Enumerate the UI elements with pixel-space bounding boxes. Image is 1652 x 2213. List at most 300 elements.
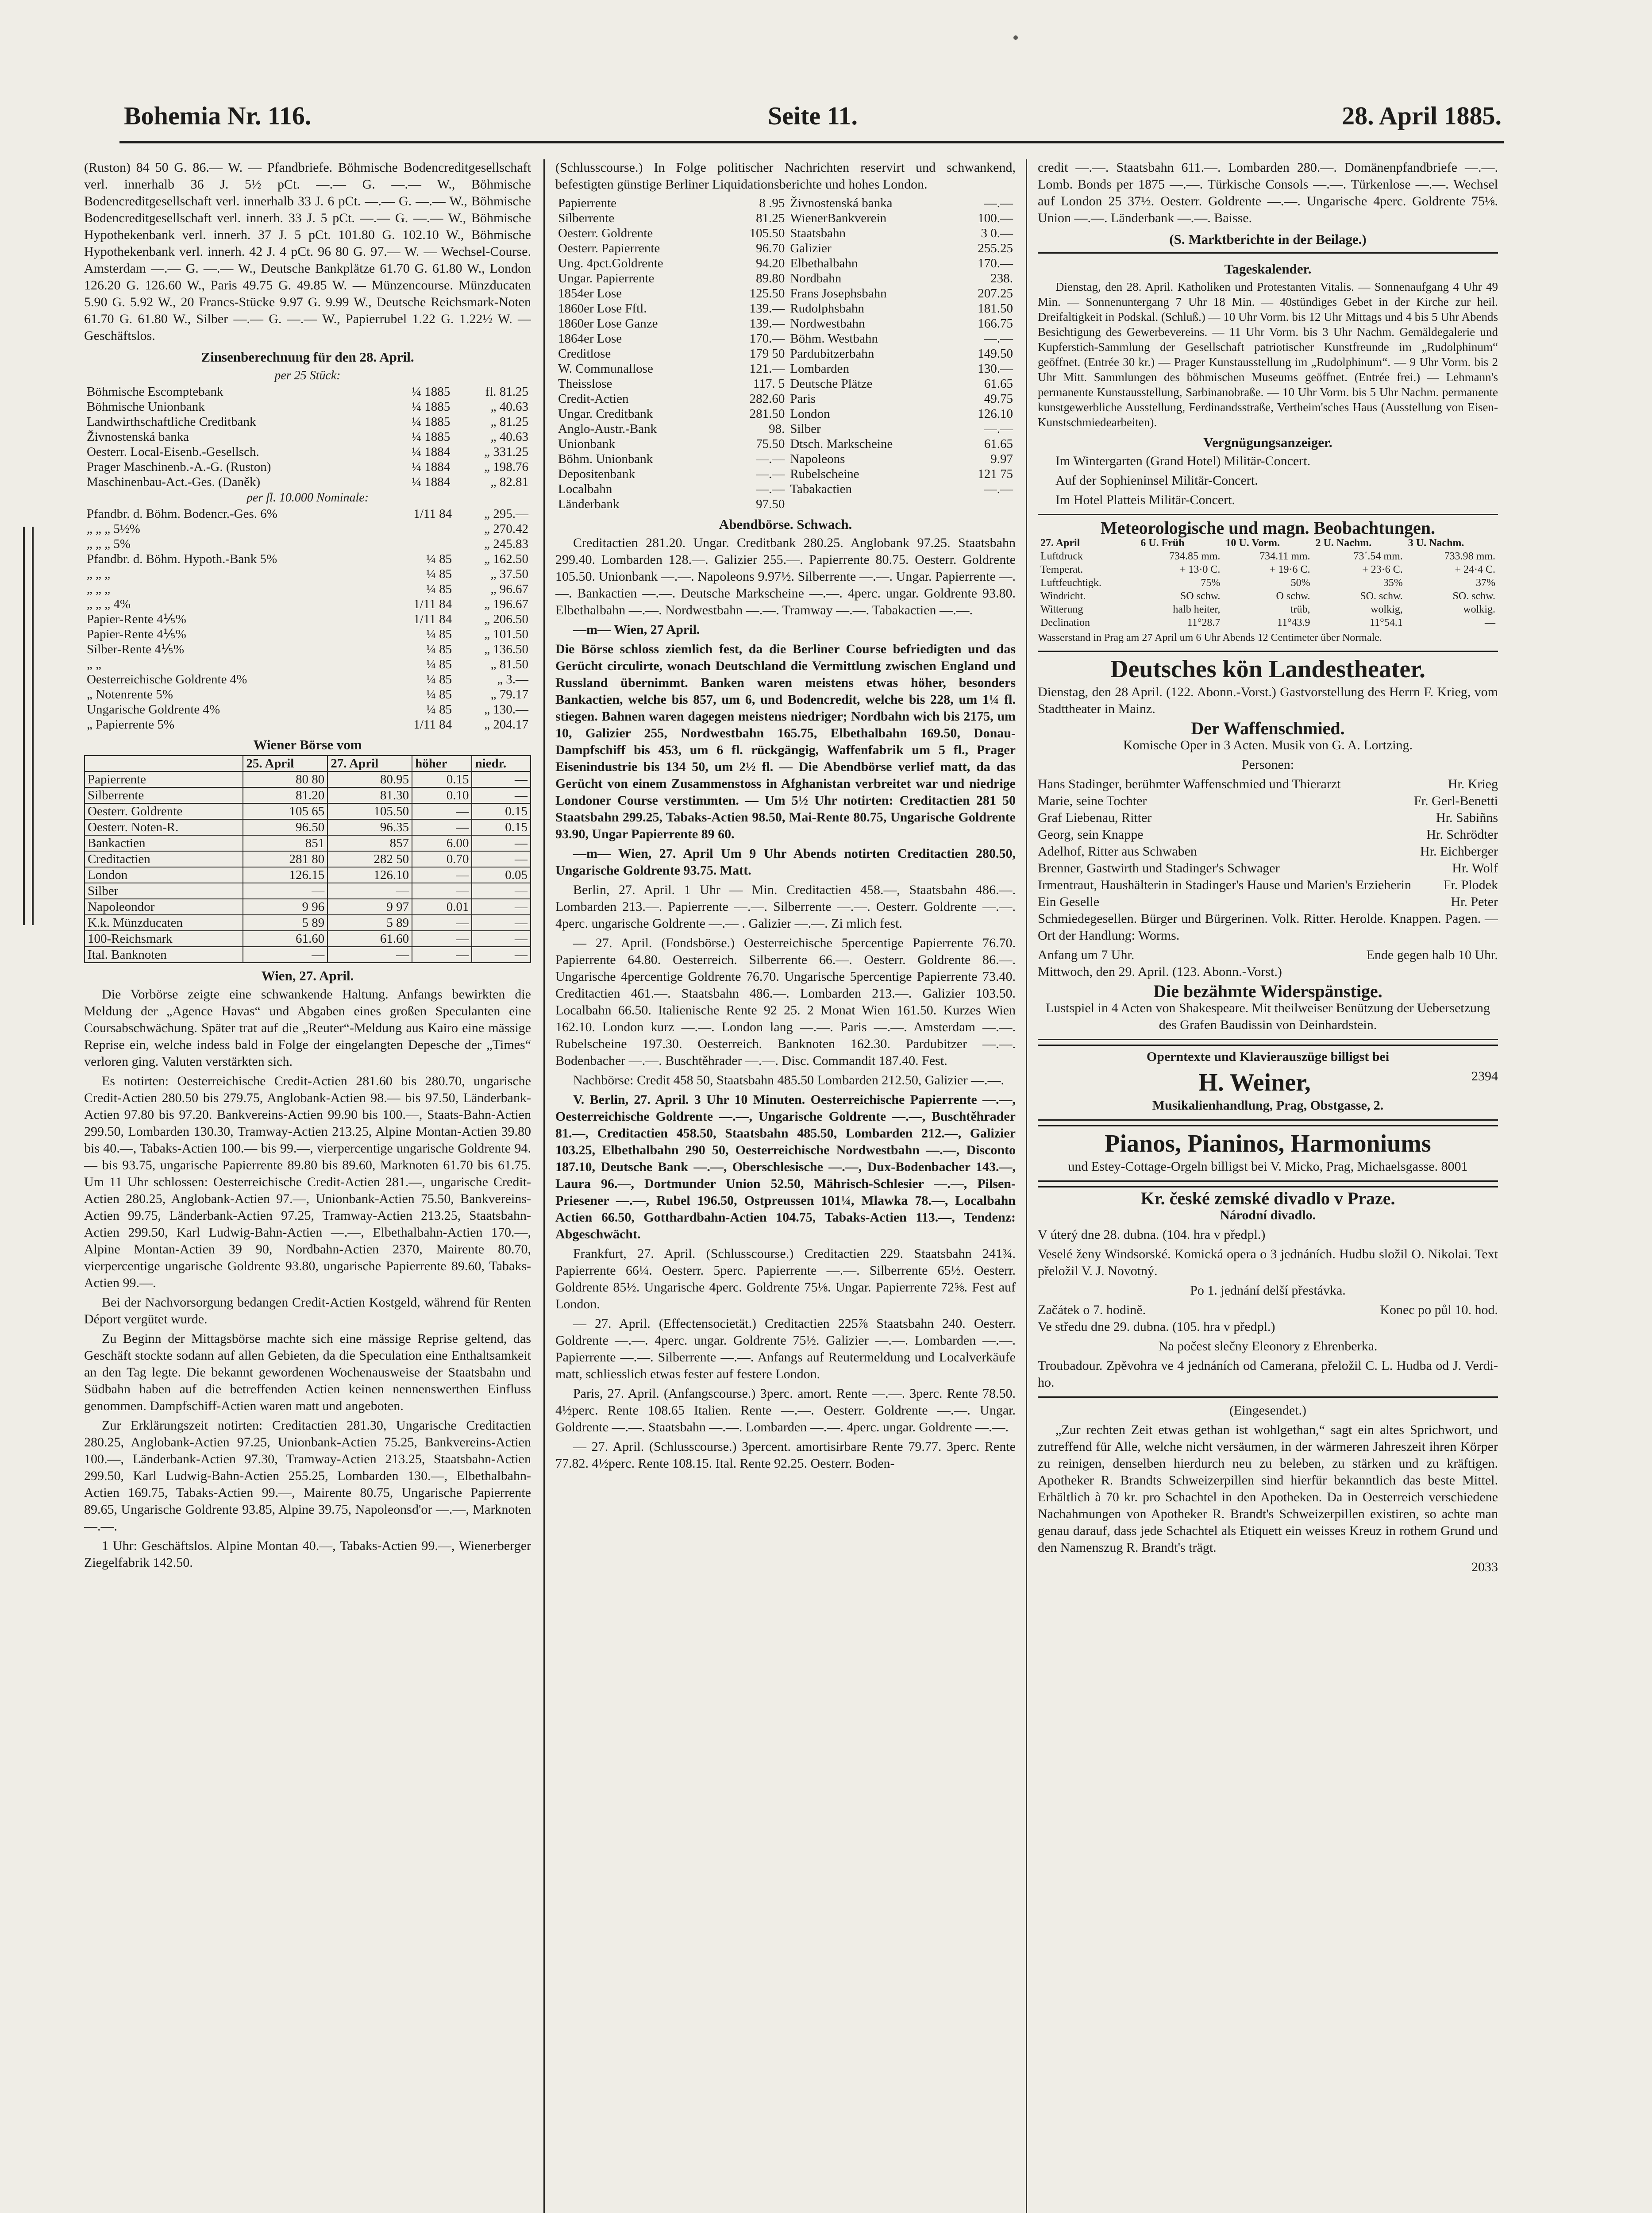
column-header: niedr. <box>472 756 531 771</box>
interest-row <box>84 521 531 536</box>
meteorology-table <box>1038 536 1498 629</box>
table-cell: 11°28.7 <box>1187 617 1221 628</box>
vienna-report-p1: Die Vorbörse zeigte eine schwankende Haltung. Anfangs bewirkten die Meldung der „Agence Havas“ und Abgaben eines großen Speculanten eine Coursabschwächung. Später trat auf die „Reuter“-Meldung aus Kairo eine mässige Reprise ein, welche indess bald in Folge der eingelangten Depesche der „Times“ verloren ging. Valuten verstärkten sich. <box>84 987 531 1069</box>
table-cell: 61.60 <box>327 931 412 947</box>
table-cell: „ 162.50 <box>484 552 528 566</box>
table-cell: Prager Maschinenb.-A.-G. (Ruston) <box>87 460 271 474</box>
table-cell: „ 96.67 <box>490 582 528 596</box>
table-cell: 105.50 <box>749 226 785 240</box>
table-cell: „ Notenrente 5% <box>87 687 173 702</box>
role-name: Brenner, Gastwirth und Stadinger's Schwager <box>1038 861 1280 875</box>
vienna-report-p5: Zur Erklärungszeit notirten: Creditactien 281.30, Ungarische Creditactien 280.25, Anglobank-Actien 97.25, Unionbank-Actien 75.25, Bankvereins-Actien 100.—, Länderbank-Actien 97.30, Tramway-Actien 213.25, Staatsbahn-Actien 299.50, Karl Ludwig-Bahn-Actien 255.25, Lombarden 130.—, Elbethalbahn-Actien 169.75, Tabaks-Actien 99.—, Mairente 80.75, Ungarische Papierrente 89.65, Ungarische Goldrente 93.85, Alpine 39.75, Napoleonsd'or —.—, Marknoten —.—. <box>84 1418 531 1534</box>
table-cell: — <box>472 771 531 787</box>
table-cell: ¼ 85 <box>426 702 452 717</box>
table-cell: 121 75 <box>978 467 1013 481</box>
table-cell: 117. 5 <box>753 377 785 391</box>
column-divider-2 <box>1026 159 1027 2213</box>
performance-times <box>1038 947 1498 964</box>
vienna-exchange-title: Wiener Börse vom <box>253 737 362 752</box>
margin-speck <box>1013 35 1018 40</box>
table-header-row <box>85 756 531 771</box>
table-cell: — <box>327 883 412 899</box>
entertainment-title: Vergnügungsanzeiger. <box>1203 435 1332 450</box>
table-cell: „ „ „ 5% <box>87 537 131 551</box>
course-row <box>555 436 1016 451</box>
table-cell: — <box>472 931 531 947</box>
berlin-report-4: V. Berlin, 27. April. 3 Uhr 10 Minuten. Oesterreichische Papierrente —.—, Oesterreichische Goldrente —.—, Ungarische Goldrente —.—, Buschtěhrader 81.—, Creditactien 458.50, Staatsbahn 485.50, Lombarden 212.—, Galizier 103.25, Elbethalbahn 290 50, Oesterreichische Nordwestbahn —.—, Disconto 187.10, Deutsche Bank —.—, Oberschlesische —.—, Dux-Bodenbacher 143.—, Laura 96.—, Dortmunder Union 52.50, Mährisch-Schlesier —.—, Pilsen-Priesener —.—, Rubel 196.50, Ostpreussen 101¼, Mlawka 78.—, Localbahn Actien 66.50, Gotthardbahn-Actien 104.75, Tabaks-Actien 113.—, Tendenz: Abgeschwächt. <box>555 1092 1016 1241</box>
interest-row <box>84 536 531 551</box>
daily-calendar-title: Tageskalender. <box>1224 261 1312 277</box>
table-cell: Galizier <box>790 241 832 255</box>
daily-calendar-text: Dienstag, den 28. April. Katholiken und Protestanten Vitalis. — Sonnenaufgang 4 Uhr 49 Min. — Sonnenuntergang 7 Uhr 18 Min. — 40stündiges Gebet in der Kirche zur heil. Dreifaltigkeit in Podskal. (Schluß.) — 10 Uhr Vorm. bis 12 Uhr Mittags und 4 bis 5 Uhr Abends Besichtigung des Gewerbevereins. — 11 Uhr Vorm. bis 3 Uhr Nachm. Gemäldegalerie und Kupferstich-Sammlung der Gesellschaft patriotischer Kunstfreunde im „Rudolphinum“ geöffnet. (Entrée 30 kr.) — Prager Kunstausstellung im „Rudolphinum“. — 9 Uhr Vorm. bis 2 Uhr Mitt. Sammlungen des böhmischen Museums geöffnet. (Entrée frei.) — Lehmann's permanente Kunstausstellung, Sarbinanobraße. — 10 Uhr Vorm. bis 5 Uhr Nachm. permanente kunstgewerbliche Ausstellung, Ferdinandsstraße, Vertheim'sches Haus (Ausstellung von Eisen-Kunstschmiedearbeiten). <box>1038 280 1498 429</box>
table-cell: 281.50 <box>749 407 785 421</box>
table-cell: —.— <box>984 332 1013 346</box>
table-cell: 37% <box>1476 577 1495 589</box>
table-cell: — <box>412 931 472 947</box>
role-name: Irmentraut, Haushälterin in Stadinger's Hause und Marien's Erzieherin <box>1038 878 1411 892</box>
interest-row <box>84 582 531 597</box>
table-cell <box>953 497 1016 512</box>
cast-row <box>1038 860 1498 877</box>
exchange-row <box>85 947 531 963</box>
table-cell: „ 331.25 <box>484 445 528 459</box>
interest-row <box>84 474 531 490</box>
course-row <box>555 361 1016 376</box>
course-row <box>555 301 1016 316</box>
theater-program <box>1038 651 1498 1040</box>
weiner-name: H. Weiner, <box>1198 1069 1311 1096</box>
table-cell: Böhmische Unionbank <box>87 400 205 414</box>
table-cell: 1864er Lose <box>558 332 622 346</box>
table-cell: — <box>412 915 472 931</box>
interest-row <box>84 687 531 702</box>
table-cell: „ 196.67 <box>484 597 528 611</box>
table-cell: — <box>472 915 531 931</box>
role-name: Hans Stadinger, berühmter Waffenschmied und Thierarzt <box>1038 777 1341 791</box>
interest-row <box>84 506 531 521</box>
vienna-report-p3: Bei der Nachvorsorgung bedangen Credit-Actien Kostgeld, während für Renten Déport vergütet wurde. <box>84 1295 531 1326</box>
table-cell: 282 50 <box>327 851 412 867</box>
table-cell: „ 206.50 <box>484 612 528 626</box>
vienna-report-title: Wien, 27. April. <box>261 968 354 983</box>
interest-table-title: Zinsenberechnung für den 28. April. <box>201 349 414 365</box>
role-name: Adelhof, Ritter aus Schwaben <box>1038 844 1197 859</box>
entertainment-item-1: Im Wintergarten (Grand Hotel) Militär-Concert. <box>1055 454 1311 468</box>
table-cell: „ 40.63 <box>490 400 528 414</box>
next-performance-date: Mittwoch, den 29. April. (123. Abonn.-Vorst.) <box>1038 964 1282 979</box>
berlin-report-2: — 27. April. (Fondsbörse.) Oesterreichische 5percentige Papierrente 76.70. Papierrente 64.80. Oesterreich. Silberrente 66.—. Oesterr. Goldrente 86.—. Ungarische 4percentige Goldrente 76.70. Ungarische 5percentige Papierrente 73.40. Creditactien 461.—. Staatsbahn 486.—. Lombarden 213.—. Galizier 103.50. Localbahn 66.50. Italienische Rente 92 25. 2 Monat Wien 161.50. Kurzes Wien 162.10. London kurz —.—. London lang —.—. Paris —.—. Amsterdam —.—. Rubelscheine 197.30. Oesterreich. Banknoten 162.30. Pardubitzer —.—. Bodenbacher —.—. Buschtěhrader —.—. Disc. Commandit 187.40. Fest. <box>555 936 1016 1068</box>
table-cell: „ 3.— <box>497 672 528 686</box>
header-date: 28. April 1885. <box>1342 101 1502 130</box>
table-cell: ¼ 1884 <box>412 460 451 474</box>
table-cell: 6.00 <box>412 835 472 851</box>
table-cell: „ 79.17 <box>490 687 528 702</box>
exchange-row <box>85 819 531 835</box>
table-cell: 126.15 <box>243 867 327 883</box>
table-cell: 857 <box>327 835 412 851</box>
weiner-advert <box>1038 1045 1498 1121</box>
sent-in-notice <box>1038 1402 1498 1576</box>
table-cell: ¼ 1885 <box>412 430 451 444</box>
table-cell: Theisslose <box>558 377 612 391</box>
table-cell: Ung. 4pct.Goldrente <box>558 256 663 270</box>
exchange-row <box>85 835 531 851</box>
czech-times <box>1038 1302 1498 1319</box>
table-cell: Böhm. Unionbank <box>558 452 653 466</box>
course-row <box>555 331 1016 346</box>
table-cell: 139.— <box>749 301 785 316</box>
table-cell: — <box>327 947 412 963</box>
table-cell: —.— <box>984 196 1013 210</box>
table-cell: Windricht. <box>1040 590 1086 602</box>
table-cell: Landwirthschaftliche Creditbank <box>87 415 256 429</box>
table-cell: 1/11 84 <box>413 597 452 611</box>
weiner-ref-number: 2394 <box>1471 1069 1498 1083</box>
table-cell: Frans Josephsbahn <box>790 286 887 301</box>
course-row <box>555 271 1016 286</box>
interest-row <box>84 459 531 474</box>
meteorology-row <box>1038 550 1498 563</box>
interest-row <box>84 384 531 399</box>
column-header: 6 U. Früh <box>1140 537 1185 549</box>
table-cell: 851 <box>243 835 327 851</box>
closing-course-table <box>555 196 1016 512</box>
table-cell: — <box>472 883 531 899</box>
table-cell: — <box>1485 617 1495 628</box>
cast-row <box>1038 776 1498 793</box>
table-cell: 49.75 <box>984 392 1013 406</box>
interest-row <box>84 627 531 642</box>
table-cell: Ital. Banknoten <box>85 947 243 963</box>
interest-table <box>84 384 531 490</box>
table-cell: 126.10 <box>327 867 412 883</box>
table-cell: Živnostenská banka <box>790 196 893 210</box>
table-cell: 0.05 <box>472 867 531 883</box>
table-cell: 733.98 mm. <box>1444 551 1495 562</box>
table-cell: „ 81.25 <box>490 415 528 429</box>
table-cell: Paris <box>790 392 816 406</box>
column-header <box>85 756 243 771</box>
table-cell: 166.75 <box>978 316 1013 331</box>
table-cell: Böhm. Westbahn <box>790 332 878 346</box>
exchange-row <box>85 787 531 803</box>
column-divider-1 <box>543 159 545 2213</box>
role-name: Graf Liebenau, Ritter <box>1038 810 1152 825</box>
table-cell: 80.95 <box>327 771 412 787</box>
table-cell: 75% <box>1201 577 1221 589</box>
table-cell: 81.25 <box>756 211 785 225</box>
table-cell: — <box>243 947 327 963</box>
table-cell: 61.65 <box>984 377 1013 391</box>
table-cell: 0.15 <box>412 771 472 787</box>
paris-continued: credit —.—. Staatsbahn 611.—. Lombarden 280.—. Domänenpfandbriefe —.—. Lomb. Bonds per 1875 —.—. Türkische Consols —.—. Türkenlose —.—. Wechsel auf London 25 37½. Oesterr. Goldrente —.—. Ungarische 4perc. Goldrente 75⅛. Union —.—. Länderbank —.—. Baisse. <box>1038 160 1498 225</box>
table-cell: „ „ „ <box>87 567 111 581</box>
czech-theater-subtitle: Národní divadlo. <box>1220 1208 1316 1222</box>
table-cell: Maschinenbau-Act.-Ges. (Daněk) <box>87 475 261 489</box>
table-cell: 97.50 <box>756 497 785 511</box>
table-cell: Papier-Rente 4⅕% <box>87 612 186 626</box>
market-report-note: (S. Marktberichte in der Beilage.) <box>1169 231 1367 247</box>
water-level-note: Wasserstand in Prag am 27 April um 6 Uhr Abends 12 Centimeter über Normale. <box>1038 632 1382 644</box>
table-cell: 61.60 <box>243 931 327 947</box>
exchange-row <box>85 867 531 883</box>
berlin-report: Berlin, 27. April. 1 Uhr — Min. Creditactien 458.—, Staatsbahn 486.—. Lombarden 213.—. Papierrente —.—. Silberrente —.—. Oesterr. Goldrente —.—. 4perc. ungarische Goldrente —.— . Galizier —.—. Zi mlich fest. <box>555 883 1016 931</box>
table-cell: „ 81.50 <box>490 657 528 671</box>
table-cell: 96.70 <box>756 241 785 255</box>
weiner-advert-bottom: Musikalienhandlung, Prag, Obstgasse, 2. <box>1152 1098 1384 1113</box>
table-cell: — <box>243 883 327 899</box>
table-cell: 1/11 84 <box>413 612 452 626</box>
table-cell: Silber <box>790 422 821 436</box>
table-cell: 100-Reichsmark <box>85 931 243 947</box>
page-header <box>124 101 1502 141</box>
table-cell: + 23·6 C. <box>1362 564 1403 575</box>
table-cell: 94.20 <box>756 256 785 270</box>
czech-date-1: V úterý dne 28. dubna. (104. hra v předpl.) <box>1038 1227 1266 1242</box>
table-cell: ¼ 1884 <box>412 445 451 459</box>
column-header: 27. April <box>1040 537 1080 549</box>
table-cell: Ungar. Creditbank <box>558 407 653 421</box>
course-row <box>555 497 1016 512</box>
meteorology-row <box>1038 590 1498 603</box>
play-subtitle: Lustspiel in 4 Acten von Shakespeare. Mit theilweiser Benützung der Uebersetzung des Grafen Baudissin von Deinhardstein. <box>1046 1001 1490 1032</box>
table-cell: trüb, <box>1290 604 1310 615</box>
vienna-telegram-text: Die Börse schloss ziemlich fest, da die Berliner Course befriedigten und das Gerücht circulirte, wonach Deutschland die Vermittlung zwischen England und Russland übernimmt. Banken waren meistens etwas höher, besonders Bankactien, welche bis 857, um 6, und Bodencredit, welche bis 228, um 1¼ fl. stiegen. Bahnen waren dagegen meistens niedriger; Nordbahn wich bis 2175, um 10, Galizier 255, Nordwestbahn 165.75, Elbethalbahn 169.50, Donau-Dampfschiff bis 453, um 6 fl. rückgängig, Waffenfabrik um 5 fl., Prager Eisenindustrie bis 134 50, um 2½ fl. — Die Abendbörse verlief matt, da das Gerücht von einem Zusammenstoss in Afghanistan verbreitet war und niedrige Londoner Course verstimmten. — Um 5½ Uhr notirten: Creditactien 281 50 Staatsbahn 299.25, Tabaks-Actien 98.50, Mai-Rente 80.75, Ungarische Goldrente 93.90, Ungar Papierrente 89 60. <box>555 642 1016 841</box>
table-cell: 5 89 <box>327 915 412 931</box>
margin-bracket <box>23 527 34 925</box>
table-cell: Credit-Actien <box>558 392 629 406</box>
column-1 <box>84 159 531 2213</box>
table-cell: Pardubitzerbahn <box>790 347 874 361</box>
table-cell: „ 245.83 <box>484 537 528 551</box>
exchange-row <box>85 851 531 867</box>
interest-row <box>84 429 531 444</box>
table-cell: K.k. Münzducaten <box>85 915 243 931</box>
entertainment-item-3: Im Hotel Platteis Militär-Concert. <box>1055 493 1235 507</box>
course-row <box>555 286 1016 301</box>
table-cell: ¼ 85 <box>426 672 452 686</box>
table-cell: Rubelscheine <box>790 467 859 481</box>
interest-row <box>84 642 531 657</box>
frankfurt-report-2: — 27. April. (Effectensocietät.) Creditactien 225⅞ Staatsbahn 240. Oesterr. Goldrente —.—. 4perc. ungar. Goldrente 75½. Galizier —.—. Lombarden —.—. Papierrente —.—. Silberrente —.—. Anfangs auf Reutermeldung und Localverkäufe matt, schliesslich etwas fester auf festere London. <box>555 1316 1016 1381</box>
weiner-advert-top: Operntexte und Klavierauszüge billigst bei <box>1146 1049 1390 1064</box>
cast-list <box>1038 776 1498 910</box>
sent-in-number: 2033 <box>1471 1560 1498 1574</box>
table-cell: 149.50 <box>978 347 1013 361</box>
table-cell: „ 101.50 <box>484 627 528 641</box>
table-cell: 179 50 <box>749 347 785 361</box>
cast-row <box>1038 793 1498 810</box>
table-cell: Ungar. Papierrente <box>558 271 655 285</box>
czech-end: Konec po půl 10. hod. <box>1380 1303 1498 1317</box>
table-cell: + 24·4 C. <box>1455 564 1495 575</box>
table-cell: + 13·0 C. <box>1179 564 1221 575</box>
course-row <box>555 196 1016 211</box>
opera-note: Schmiedegesellen. Bürger und Bürgerinen. Volk. Ritter. Herolde. Knappen. Pagen. — Ort der Handlung: Worms. <box>1038 911 1498 943</box>
frankfurt-report: Frankfurt, 27. April. (Schlusscourse.) Creditactien 229. Staatsbahn 241¾. Papierrente 66¼. Oesterr. 5perc. Papierrente —.—. Silberrente 65½. Oesterr. Goldrente 85½. Ungarische 4perc. Goldrente 75⅛. Ungar. Papierrente 72⅝. Fest auf London. <box>555 1246 1016 1311</box>
table-cell: — <box>472 787 531 803</box>
meteorology-row <box>1038 576 1498 590</box>
table-cell: 0.15 <box>472 803 531 819</box>
interest-table-2 <box>84 506 531 732</box>
cast-row <box>1038 877 1498 894</box>
table-cell <box>387 521 455 536</box>
interest-table-subtitle: per 25 Stück: <box>274 369 341 382</box>
table-cell: Temperat. <box>1040 564 1083 575</box>
table-cell: 1854er Lose <box>558 286 622 301</box>
table-cell: halb heiter, <box>1173 604 1221 615</box>
table-cell: —.— <box>984 482 1013 496</box>
table-cell: 238. <box>990 271 1013 285</box>
exchange-row <box>85 931 531 947</box>
table-cell: „ 295.— <box>484 507 528 521</box>
table-cell: 130.— <box>978 362 1013 376</box>
table-cell: Napoleons <box>790 452 845 466</box>
role-name: Marie, seine Tochter <box>1038 794 1147 808</box>
table-cell: 9 96 <box>243 899 327 915</box>
table-cell: — <box>472 835 531 851</box>
course-row <box>555 256 1016 271</box>
interest-row <box>84 414 531 429</box>
table-cell: Silber <box>85 883 243 899</box>
table-cell: ¼ 85 <box>426 627 452 641</box>
table-cell: „ 37.50 <box>490 567 528 581</box>
vienna-report-p6: 1 Uhr: Geschäftslos. Alpine Montan 40.—, Tabaks-Actien 99.—, Wienerberger Ziegelfabrik 142.50. <box>84 1538 531 1570</box>
table-cell: Localbahn <box>558 482 612 496</box>
table-cell: 61.65 <box>984 437 1013 451</box>
table-cell: 73´.54 mm. <box>1353 551 1403 562</box>
course-row <box>555 391 1016 406</box>
vienna-report-p2: Es notirten: Oesterreichische Credit-Actien 281.60 bis 280.70, ungarische Credit-Actien 280.50 bis 279.75, Anglobank-Actien 98.— bis 97.50, Länderbank-Actien 97.80 bis 97.20. Bankvereins-Actien 99.90 bis 100.—, Staats-Bahn-Actien 299.50, Lombarden 130.30, Tramway-Actien 213.25, Alpine Montan-Actien 39.80 bis 40.—, Tabaks-Actien 100.— bis 99.—, vierpercentige ungarische Goldrente 94.— bis 93.75, ungarische Papierrente 89.80 bis 89.60, Marknoten 61.70 bis 61.75. Um 11 Uhr schlossen: Oesterreichische Credit-Actien 281.—, ungarische Credit-Actien 280.25, Anglobank-Actien 97.—, Unionbank-Actien 75.50, Bankvereins-Actien 99.75, Länderbank-Actien 97.25, Tramway-Actien 213.25, Staatsbahn-Actien 299.50, Karl Ludwig-Bahn-Actien —.—, Elbethalbahn-Actien 170.—, Alpine Montan-Actien 39 90, Nordbahn-Actien 2370, Mairente 80.70, vierpercentige ungarische Goldrente 93.80, ungarische Papierrente 89.60, Tabaks-Actien 99.—. <box>84 1074 531 1290</box>
play-title: Die bezähmte Widerspänstige. <box>1153 981 1382 1001</box>
table-cell: Nordbahn <box>790 271 842 285</box>
role-name: Ein Geselle <box>1038 894 1100 909</box>
table-cell: SO schw. <box>1180 590 1221 602</box>
table-cell: London <box>790 407 830 421</box>
course-row <box>555 346 1016 361</box>
table-cell: ¼ 85 <box>426 642 452 656</box>
table-cell: Böhmische Escomptebank <box>87 385 223 399</box>
table-cell: 0.10 <box>412 787 472 803</box>
daily-calendar <box>1038 252 1498 515</box>
table-cell: —.— <box>756 467 785 481</box>
table-cell: „ 82.81 <box>490 475 528 489</box>
course-row <box>555 467 1016 482</box>
table-cell: 126.10 <box>978 407 1013 421</box>
table-cell: 255.25 <box>978 241 1013 255</box>
table-cell: wolkig. <box>1463 604 1495 615</box>
table-cell: fl. 81.25 <box>485 385 528 399</box>
table-cell: Silberrente <box>558 211 615 225</box>
table-cell: ¼ 85 <box>426 567 452 581</box>
table-cell: „ 136.50 <box>484 642 528 656</box>
table-cell: Staatsbahn <box>790 226 846 240</box>
table-cell: Deutsche Plätze <box>790 377 873 391</box>
actor-name: Hr. Wolf <box>1452 861 1498 875</box>
table-cell: 75.50 <box>756 437 785 451</box>
actor-name: Hr. Krieg <box>1448 777 1498 791</box>
actor-name: Hr. Sabiñns <box>1436 810 1498 825</box>
table-cell: + 19·6 C. <box>1270 564 1310 575</box>
table-cell: 105 65 <box>243 803 327 819</box>
table-cell: 1860er Lose Ganze <box>558 316 658 331</box>
table-cell: 0.70 <box>412 851 472 867</box>
table-cell: Dtsch. Markscheine <box>790 437 893 451</box>
header-rule <box>119 141 1504 143</box>
role-name: Georg, sein Knappe <box>1038 827 1144 842</box>
table-cell: Oesterr. Noten-R. <box>85 819 243 835</box>
column-header: 25. April <box>243 756 327 771</box>
table-cell: Nordwestbahn <box>790 316 865 331</box>
table-cell: Anglo-Austr.-Bank <box>558 422 657 436</box>
interest-row <box>84 657 531 672</box>
table-cell: —.— <box>984 422 1013 436</box>
table-cell: WienerBankverein <box>790 211 887 225</box>
pianos-advert <box>1038 1125 1498 1182</box>
table-cell: London <box>85 867 243 883</box>
table-cell: Ungarische Goldrente 4% <box>87 702 220 717</box>
table-cell: — <box>412 867 472 883</box>
table-cell: —.— <box>756 452 785 466</box>
table-cell: 98. <box>769 422 785 436</box>
table-cell: SO. schw. <box>1452 590 1495 602</box>
column-header: 2 U. Nachm. <box>1315 537 1372 549</box>
table-cell: 11°54.1 <box>1370 617 1403 628</box>
weiner-name-row <box>1038 1068 1498 1097</box>
bond-rates-text: (Ruston) 84 50 G. 86.— W. — Pfandbriefe. Böhmische Bodencreditgesellschaft verl. innerhalb 36 J. 5½ pCt. —.— G. —.— W., Böhmische Bodencreditgesellschaft verl. innerhalb 33 J. 6 pCt. —.— G. —.— W., Böhmische Bodencreditgesellschaft verl. innerh. 33 J. 5 pCt. —.— G. —.— W., Böhmische Hypothekenbank verl. innerh. 37 J. 5 pCt. 101.80 G. 102.10 W., Böhmische Hypothekenbank verl. innerh. 42 J. 4 pCt. 96 80 G. 97.— W. — Wechsel-Course. Amsterdam —.— G. —.— W., Deutsche Bankplätze 61.70 G. 61.80 W., London 126.20 G. 126.60 W., Paris 49.75 G. 49.85 W. — Münzencourse. Münzducaten 5.90 G. 5.92 W., 20 Francs-Stücke 9.97 G. 9.99 W., Deutsche Reichsmark-Noten 61.70 G. 61.80 W., Silber —.— G. —.— W., Papierrubel 1.22 G. 1.22½ W. — Geschäftslos. <box>84 160 531 343</box>
table-cell: 170.— <box>749 332 785 346</box>
header-page-number: Seite 11. <box>768 101 858 130</box>
table-cell: W. Communallose <box>558 362 653 376</box>
table-cell: ¼ 85 <box>426 582 452 596</box>
table-cell: 80 80 <box>243 771 327 787</box>
closing-course-intro: (Schlusscourse.) In Folge politischer Nachrichten reservirt und schwankend, befestigten günstige Berliner Liquidationsberichte und hohes London. <box>555 160 1016 192</box>
paris-report-2: — 27. April. (Schlusscourse.) 3percent. amortisirbare Rente 79.77. 3perc. Rente 77.82. 4½perc. Rente 108.15. Ital. Rente 92.25. Oesterr. Boden- <box>555 1439 1016 1471</box>
table-cell: — <box>472 947 531 963</box>
table-cell: 96.50 <box>243 819 327 835</box>
actor-name: Hr. Schrödter <box>1426 827 1498 842</box>
table-cell: ¼ 1885 <box>412 385 451 399</box>
exchange-row <box>85 915 531 931</box>
table-cell: Oesterreichische Goldrente 4% <box>87 672 247 686</box>
cast-row <box>1038 810 1498 826</box>
czech-theater-program <box>1038 1186 1498 1398</box>
meteorology-row <box>1038 603 1498 616</box>
table-cell: 81.20 <box>243 787 327 803</box>
table-cell: —.— <box>756 482 785 496</box>
course-row <box>555 211 1016 226</box>
table-cell: Papierrente <box>85 771 243 787</box>
table-cell: — <box>412 819 472 835</box>
table-cell: 3 0.— <box>981 226 1013 240</box>
interest-row <box>84 612 531 627</box>
evening-exchange-title: Abendbörse. Schwach. <box>719 517 852 532</box>
table-cell: 121.— <box>749 362 785 376</box>
table-cell: 105.50 <box>327 803 412 819</box>
actor-name: Fr. Gerl-Benetti <box>1414 794 1498 808</box>
vienna-exchange-table <box>84 755 531 963</box>
table-cell: Depositenbank <box>558 467 635 481</box>
table-cell: Luftdruck <box>1040 551 1083 562</box>
theater-title: Deutsches kön Landestheater. <box>1110 655 1425 683</box>
exchange-row <box>85 899 531 915</box>
table-cell: Länderbank <box>558 497 620 511</box>
cast-row <box>1038 843 1498 860</box>
table-cell: Pfandbr. d. Böhm. Hypoth.-Bank 5% <box>87 552 277 566</box>
course-row <box>555 421 1016 436</box>
table-cell: ¼ 1884 <box>412 475 451 489</box>
vienna-report-p4: Zu Beginn der Mittagsbörse machte sich eine mässige Reprise geltend, das Geschäft stockte sodann auf allen Gebieten, da die Speculation eine Enthaltsamkeit an den Tag legte. Die bekannt gewordenen Wochenausweise der Staatsbahn und Südbahn haben auf die betreffenden Actien keinen nennenswerthen Einfluss genommen. Dampfschiff-Actien waren matt und angeboten. <box>84 1331 531 1413</box>
